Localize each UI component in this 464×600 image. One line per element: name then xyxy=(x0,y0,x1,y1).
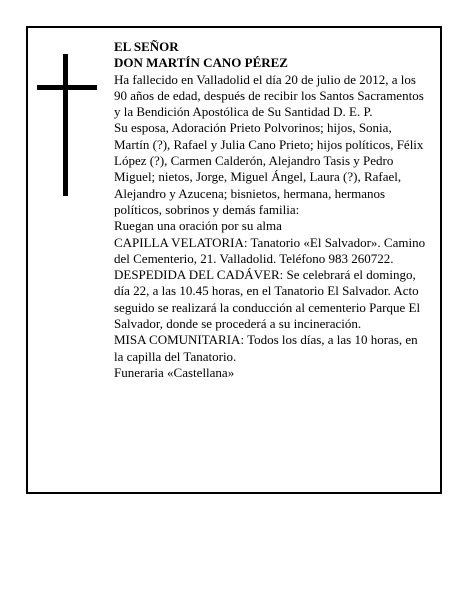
mass-info: MISA COMUNITARIA: Todos los días, a las 10 horas, en la capilla del Tanatorio. xyxy=(114,332,418,364)
deceased-name: DON MARTÍN CANO PÉREZ xyxy=(114,55,288,71)
prayer-request: Ruegan una oración por su alma xyxy=(114,218,282,234)
cross-vertical-bar xyxy=(63,54,68,196)
cross-horizontal-bar xyxy=(37,85,97,90)
chapel-info: CAPILLA VELATORIA: Tanatorio «El Salvador». Camino del Cementerio, 21. Valladolid. Teléfono 983 260722. xyxy=(114,234,426,266)
funeral-home: Funeraria «Castellana» xyxy=(114,364,235,380)
obituary-text xyxy=(114,39,429,381)
title-honorific: EL SEÑOR xyxy=(114,39,179,54)
cross-icon xyxy=(37,54,97,196)
death-announcement: Ha fallecido en Valladolid el día 20 de julio de 2012, a los 90 años de edad, después de recibir los Santos Sacramentos y la Bendición Apostólica de Su Santidad D. E. P. xyxy=(114,71,424,120)
farewell-info: DESPEDIDA DEL CADÁVER: Se celebrará el domingo, día 22, a las 10.45 horas, en el Tanatorio El Salvador. Acto seguido se realizará la conducción al cementerio Parque El Salvador, donde se procederá a su incineración. xyxy=(114,267,421,332)
family-list: Su esposa, Adoración Prieto Polvorinos; hijos, Sonia, Martín (?), Rafael y Julia Cano Prieto; hijos políticos, Félix López (?), Carmen Calderón, Alejandro Tasis y Pedro Miguel; nietos, Jorge, Miguel Ángel, Laura (?), Rafael, Alejandro y Azucena; bisnietos, hermana, hermanos políticos, sobrinos y demás familia: xyxy=(114,120,424,217)
